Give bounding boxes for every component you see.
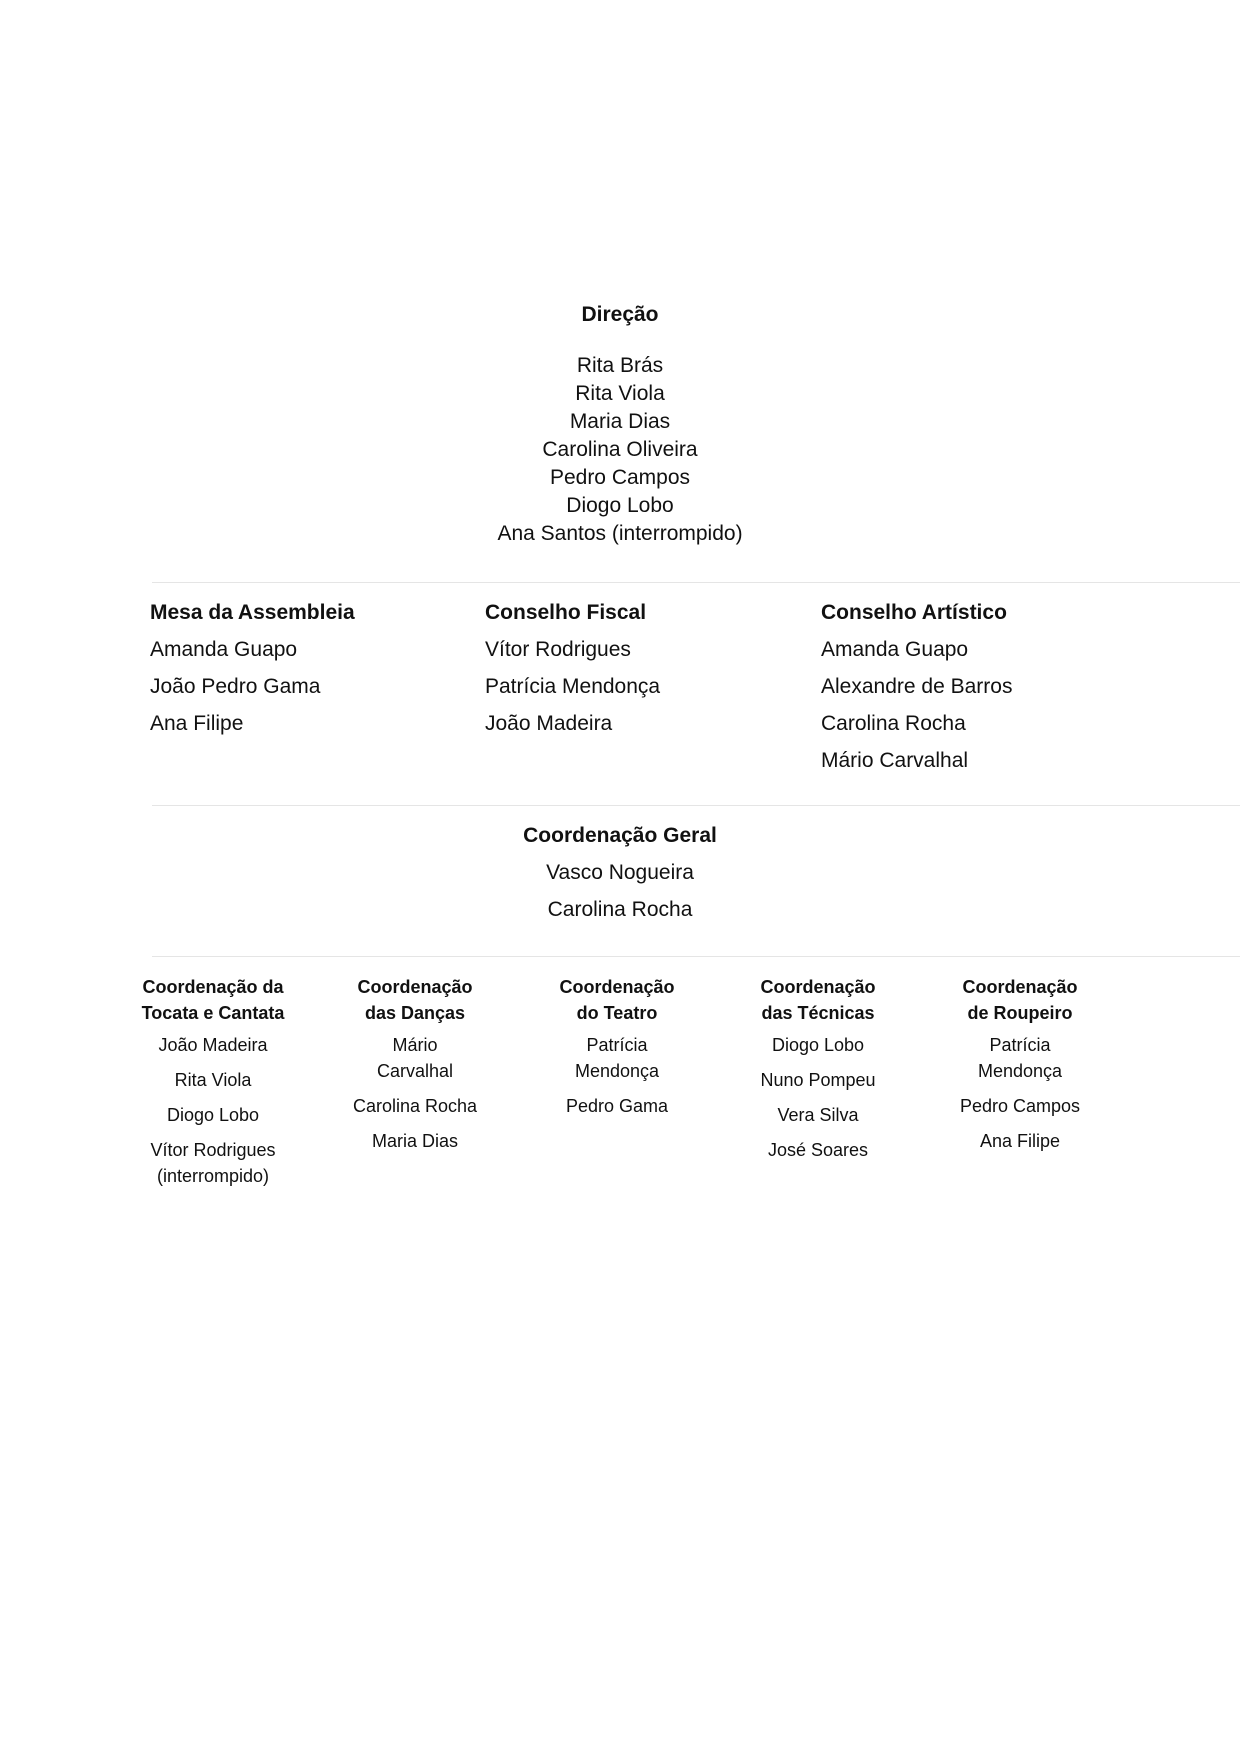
coordenacao-tocata-member: Vítor Rodrigues (interrompido) xyxy=(150,1140,276,1186)
coordenacao-tecnicas-member: José Soares xyxy=(767,1140,869,1160)
direcao-member: Pedro Campos xyxy=(549,466,691,489)
coordenacao-dancas-member: Carolina Rocha xyxy=(352,1096,478,1116)
conselho-fiscal-member: Vítor Rodrigues xyxy=(485,638,631,661)
direcao-member: Ana Santos (interrompido) xyxy=(497,522,743,545)
direcao-member: Rita Brás xyxy=(576,354,664,377)
direcao-section xyxy=(420,300,820,548)
conselho-fiscal-member: João Madeira xyxy=(485,712,613,735)
coordenacao-tecnicas-member: Vera Silva xyxy=(777,1105,859,1125)
coordenacao-tocata-member: João Madeira xyxy=(158,1035,268,1055)
coordenacao-geral-member: Carolina Rocha xyxy=(547,898,693,921)
coordenacao-geral-member: Vasco Nogueira xyxy=(546,861,694,884)
coordenacao-teatro-member: Patrícia Mendonça xyxy=(574,1035,660,1081)
coordenacao-roupeiro-member: Pedro Campos xyxy=(959,1096,1081,1116)
coordenacao-tecnicas-member: Diogo Lobo xyxy=(771,1035,865,1055)
conselho-fiscal-section xyxy=(485,598,805,739)
divider xyxy=(152,956,1240,957)
coordenacao-tecnicas-member: Nuno Pompeu xyxy=(760,1070,876,1090)
conselho-artistico-member: Amanda Guapo xyxy=(821,638,969,661)
coordenacao-tocata-title: Coordenação da Tocata e Cantata xyxy=(141,977,285,1023)
coordenacao-dancas-member: Mário Carvalhal xyxy=(376,1035,454,1081)
coordenacao-tecnicas-section xyxy=(738,974,898,1172)
direcao-member: Rita Viola xyxy=(575,382,665,405)
mesa-assembleia-member: João Pedro Gama xyxy=(150,675,321,698)
coordenacao-dancas-title: Coordenação das Danças xyxy=(357,977,473,1023)
direcao-member: Diogo Lobo xyxy=(566,494,674,517)
conselho-artistico-title: Conselho Artístico xyxy=(821,601,1007,624)
conselho-artistico-section xyxy=(821,598,1141,776)
mesa-assembleia-member: Ana Filipe xyxy=(150,712,244,735)
conselho-artistico-member: Carolina Rocha xyxy=(821,712,966,735)
coordenacao-roupeiro-member: Ana Filipe xyxy=(979,1131,1061,1151)
coordenacao-tocata-section xyxy=(133,974,293,1198)
direcao-member: Carolina Oliveira xyxy=(542,438,698,461)
coordenacao-geral-section xyxy=(420,821,820,925)
coordenacao-geral-title: Coordenação Geral xyxy=(523,824,717,847)
coordenacao-roupeiro-title: Coordenação de Roupeiro xyxy=(962,977,1078,1023)
conselho-fiscal-title: Conselho Fiscal xyxy=(485,601,647,624)
coordenacao-tocata-member: Diogo Lobo xyxy=(166,1105,260,1125)
direcao-member: Maria Dias xyxy=(569,410,671,433)
coordenacao-dancas-member: Maria Dias xyxy=(371,1131,459,1151)
coordenacao-dancas-section xyxy=(335,974,495,1163)
direcao-members xyxy=(420,352,820,548)
coordenacao-roupeiro-member: Patrícia Mendonça xyxy=(977,1035,1063,1081)
direcao-title: Direção xyxy=(581,303,659,326)
conselho-artistico-member: Alexandre de Barros xyxy=(821,675,1013,698)
mesa-assembleia-member: Amanda Guapo xyxy=(150,638,298,661)
coordenacao-teatro-section xyxy=(537,974,697,1128)
divider xyxy=(152,805,1240,806)
coordenacao-teatro-title: Coordenação do Teatro xyxy=(559,977,675,1023)
mesa-assembleia-title: Mesa da Assembleia xyxy=(150,601,355,624)
mesa-assembleia-section xyxy=(150,598,470,739)
divider xyxy=(152,582,1240,583)
coordenacao-teatro-member: Pedro Gama xyxy=(565,1096,669,1116)
coordenacao-tocata-member: Rita Viola xyxy=(174,1070,252,1090)
conselho-fiscal-member: Patrícia Mendonça xyxy=(485,675,661,698)
conselho-artistico-member: Mário Carvalhal xyxy=(821,749,969,772)
coordenacao-roupeiro-section xyxy=(940,974,1100,1163)
coordenacao-tecnicas-title: Coordenação das Técnicas xyxy=(760,977,876,1023)
